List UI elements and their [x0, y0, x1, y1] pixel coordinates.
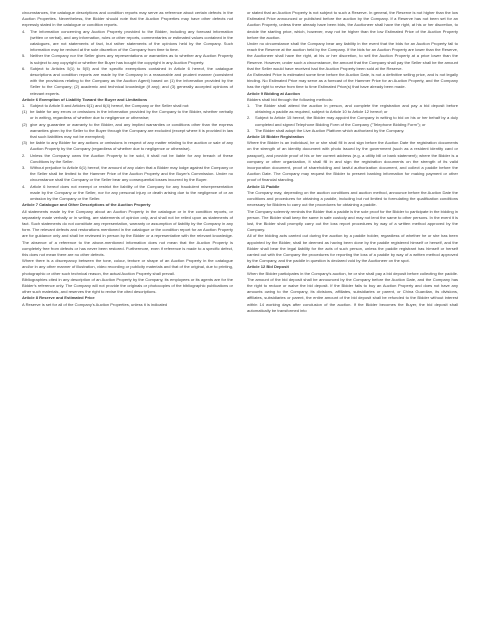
list-item: [22, 29, 233, 54]
list-item-label: 2.: [247, 115, 251, 121]
paragraph: Bibliographies cited in any description of an Auction Property by the Company, its employees or its agents are for the Bidder's reference only. The Company will not provide the originals or photocopies of the bibliographic publications or other such materials, and reserves the right to revise the cited descriptions.: [22, 276, 233, 295]
list-item: [22, 109, 233, 121]
list-item-text: The Bidder shall attend the auction in person, and complete the registration and pay a bid deposit before obtaining a paddle as required, subject to Article 10 to Article 12 hereof; or: [255, 103, 458, 115]
paragraph: Bidders shall bid through the following methods:: [247, 96, 333, 102]
article-heading: Article 11 Paddle: [247, 183, 280, 189]
list-item-label: 6.: [22, 65, 26, 71]
list-item-text: be liable for any errors or omissions in the information provided by the Company to the Bidder, whether verbally or in writing, regardless of whether due to negligence or otherwise;: [30, 109, 233, 121]
paragraph: The Company solemnly reminds the Bidder that a paddle is the sole proof for the Bidder to participate in the bidding in person. The Bidder shall keep the same in safe custody and may not lend the same to other persons. In the event it is lost, the Bidder shall promptly carry out the loss report procedures by way of a written method approved by the Company.: [247, 208, 458, 233]
right-column: [247, 10, 458, 610]
list-item-text: be liable to any Bidder for any actions or omissions in respect of any matter relating to the auction or sale of any Auction Property by the Company (regardless of whether due to negligence or otherwise).: [30, 140, 233, 152]
article-heading: Article 6 Exemption of Liability Toward the Buyer and Limitations: [22, 96, 148, 102]
list-item-text: Subject to Articles 5(1) to 5(5) and the specific exemptions contained in Article 6 hereof, the catalogue descriptions and condition reports are made by the Company in a reasonable and prudent manner (consistent with the provisions relating to the Company as the Auction Agent) based on (1) the information provided by the Seller to the Company; (2) academic and technical knowledge (if any); and (3) generally accepted opinions of relevant experts.: [30, 65, 233, 96]
list-item-label: 1.: [247, 103, 251, 109]
list-item-text: give any guarantee or warranty to the Bidder, and any implied warranties or conditions other than the express warranties given by the Seller to the Buyer through the Company are excluded (except where it is provided in law that such liabilities may not be exempted);: [30, 121, 233, 140]
list-item-label: 2.: [22, 152, 26, 158]
article-heading: Article 7 Catalogue and Other Descriptions of the Auction Property: [22, 202, 151, 208]
paragraph: The Company may, depending on the auction conditions and auction method, announce before the Auction Date the conditions and procedures for obtaining a paddle, including but not limited to formulating the qualification conditions necessary for Bidders to carry out the procedures for obtaining a paddle.: [247, 189, 458, 208]
list-item: [22, 140, 233, 152]
list-item-text: Subject to Article 15 hereof, the Bidder may appoint the Company in writing to bid on his or her behalf by a duly completed and signed Telephone Bidding Form of the Company ("Telephone Bidding Form"); or: [255, 115, 458, 127]
list-item-label: 5.: [22, 53, 26, 59]
list-item-label: (1): [22, 109, 27, 115]
paragraph: Where the Bidder is an individual, he or she shall fill in and sign before the Auction Date the registration documents on the strength of an identity document with photo issued by the government (such as a resident identity card or passport), and provide proof of his or her current address (e.g. a utility bill or bank statement); where the Bidder is a company or other organization, it shall fill in and sign the registration documents on the strength of its valid incorporation document, proof of shareholding and lawful authorization document, and collect a paddle before the Auction Date. The Company may request the Bidder to present banking information for making payment or other proof of financial standing.: [247, 140, 458, 183]
list-item-label: (2): [22, 121, 27, 127]
list-item-label: 3.: [22, 165, 26, 171]
list-item-label: 4.: [22, 183, 26, 189]
list-item: [22, 153, 233, 165]
paragraph: A Reserve is set for all of the Company's Auction Properties, unless it is indicated: [22, 301, 168, 307]
list-item: [22, 184, 233, 203]
list-item: [22, 122, 233, 141]
left-column: [22, 10, 233, 610]
list-item: [247, 115, 458, 127]
list-item-text: Without prejudice to Article 6(1) hereof, the amount of any claim that a Bidder may lodge against the Company or the Seller shall be limited to the Hammer Price of the Auction Property and the Buyer's Commission. Under no circumstance shall the Company or the Seller bear any consequential losses incurred by the Buyer.: [30, 165, 233, 183]
list-item-text: Unless the Company owns the Auction Property to be sold, it shall not be liable for any breach of these Conditions by the Seller.: [30, 152, 233, 164]
list-item-text: Neither the Company nor the Seller gives any representations or warranties as to whether any Auction Property is subject to any copyright or whether the Buyer has bought the copyright in any Auction Property.: [30, 53, 233, 65]
list-item-text: The Bidder shall adopt the Live Auction Platform which authorized by the Company.: [255, 127, 405, 133]
list-item-label: 4.: [22, 28, 26, 34]
article-heading: Article 8 Reserve and Estimated Price: [22, 295, 95, 301]
paragraph: All statements made by the Company about an Auction Property in the catalogue or in the condition reports, or separately made verbally or in writing, are statements of opinion only, and shall not be relied upon as statements of fact. Such statements do not constitute any representation, warranty or assumption of liability by the Company in any form. The relevant defects and restorations mentioned in the catalogue or the condition report for an Auction Property are for guidance only and shall be reviewed in person by the Bidder or a representative with the relevant knowledge. The absence of a reference to the above-mentioned information does not mean that the Auction Property is completely free from defects or has never been restored. Furthermore, even if reference is made to a specific defect, this does not mean there are no other defects.: [22, 208, 233, 257]
document-page: [22, 10, 458, 610]
list-item-label: 1.: [22, 103, 26, 109]
paragraph: All of the bidding acts carried out during the auction by a paddle holder, regardless of whether he or she has been appointed by the Bidder, shall be deemed as having been done by the paddle registered himself or herself, and the Bidder shall bear the legal liability for the acts of such person, unless the paddle registrant has himself or herself carried out with the Company the procedures for reporting the loss of a paddle by way of a written method approved by the Company, and the paddle in question is declared void by the Auctioneer on the spot.: [247, 233, 458, 264]
list-item-label: (3): [22, 140, 27, 146]
list-item-text: The information concerning any Auction Property provided to the Bidder, including any forecast information (written or verbal), and any information, rules or other reports, commentaries or estimated values contained in the catalogues, are not statements of fact, but rather statements of the opinions held by the Company. Such information may be revised at the sole discretion of the Company from time to time.: [30, 28, 233, 53]
paragraph: or stated that an Auction Property is not subject to such a Reserve. In general, the Reserve is not higher than the low Estimated Price announced or published before the auction by the Company. If a Reserve has not been set for an Auction Property, unless there already have been bids, the Auctioneer shall have the right, at his or her discretion, to decide the starting price, which, however, may not be higher than the low Estimated Price of the Auction Property before the auction.: [247, 10, 458, 40]
list-item: [247, 103, 458, 115]
article-heading: Article 9 Bidding at Auction: [247, 90, 300, 96]
list-item-label: 3.: [247, 127, 251, 133]
list-item-text: Subject to Article 5 and Articles 6(1) and 6(4) hereof, the Company or the Seller shall not:: [30, 103, 190, 109]
paragraph: circumstances, the catalogue descriptions and condition reports may serve as reference about certain defects in the Auction Properties. Nevertheless, the Bidder should note that the Auction Properties may have other defects not expressly stated in the catalogue or condition reports.: [22, 10, 233, 28]
paragraph: An Estimated Price is estimated some time before the Auction Date, is not a definitive selling price, and is not legally binding. No Estimated Price may serve as a forecast of the Hammer Price for an Auction Property, and the Company has the right to revise from time to time Estimated Price(s) that have already been made.: [247, 72, 458, 90]
list-item: [22, 66, 233, 97]
paragraph: Where there is a discrepancy between the tone, colour, texture or shape of an Auction Property in the catalogue and/or in any other manner of illustration, video recording or publicity materials and that of the original, due to printing, photographic or other such technical reason, the actual Auction Property shall prevail.: [22, 258, 233, 276]
list-item: [22, 165, 233, 184]
list-item: [22, 53, 233, 65]
article-heading: Article 10 Bidder Registration: [247, 134, 304, 140]
list-item-text: Article 6 hereof does not exempt or restrict the liability of the Company for any fraudulent misrepresentation made by the Company or the Seller, nor for any personal injury or death arising due to the negligence of or an omission by the Company or the Seller.: [30, 183, 233, 202]
paragraph: Under no circumstance shall the Company bear any liability in the event that the bids for an Auction Property fail to reach the Reserve at the auction held by the Company. If the bids for an Auction Property are lower than the Reserve, the Auctioneer shall have the right, at his or her discretion, to sell the Auction Property at a price lower than the Reserve. However, under such a circumstance, the amount that the Company shall pay the Seller shall be the amount that the Seller would have received had the Auction Property been sold at the Reserve.: [247, 41, 458, 71]
article-heading: Article 12 Bid Deposit: [247, 264, 289, 270]
paragraph: When the Bidder participates in the Company's auction, he or she shall pay a bid deposit before collecting the paddle. The amount of the bid deposit shall be announced by the Company before the Auction Date, and the Company has the right to reduce or waive the bid deposit. If the Bidder fails to buy an Auction Property and does not have any amounts owing to the Company, its divisions, affiliates, subsidiaries or parent, or China Guardian, its divisions, affiliates, subsidiaries or parent, the entire amount of the bid deposit shall be refunded to the Bidder without interest within 14 working days after conclusion of the auction. If the Bidder becomes the Buyer, the bid deposit shall automatically be transformed into: [247, 270, 458, 313]
